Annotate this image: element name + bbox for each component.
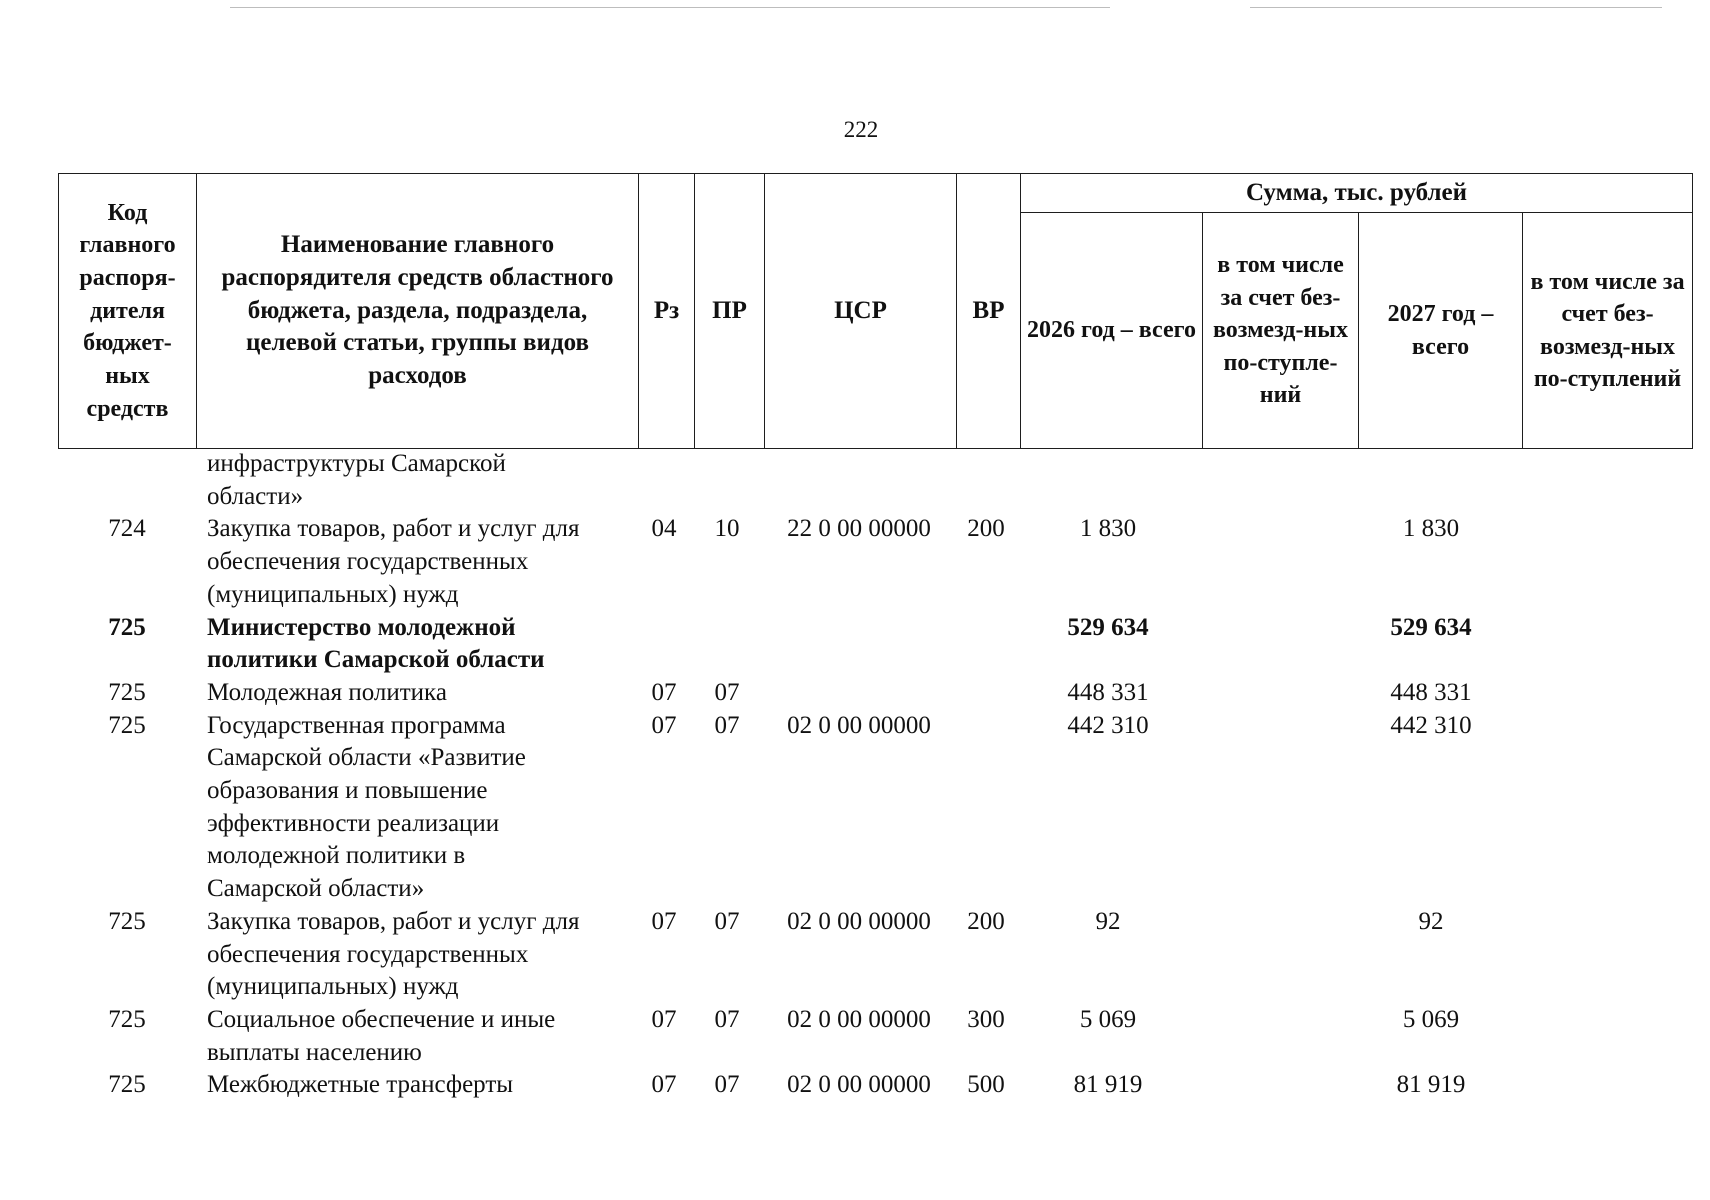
row-code: 725 [108, 1005, 146, 1033]
row-csr: 02 0 00 00000 [787, 1005, 931, 1033]
row-code: 725 [108, 907, 146, 935]
row-rz: 07 [651, 1005, 677, 1033]
row-name: Закупка товаров, работ и услуг для обеспечения государственных (муниципальных) нужд [207, 907, 580, 1001]
header-sum-title: Сумма, тыс. рублей [1021, 174, 1693, 213]
row-rz: 07 [651, 1071, 677, 1099]
header-rz: Рз [639, 174, 695, 449]
row-rz: 07 [651, 678, 677, 706]
row-sum-2027: 529 634 [1390, 613, 1472, 641]
header-code: Код главного распоря-дителя бюджет-ных средств [59, 174, 197, 449]
row-vr: 500 [967, 1071, 1005, 1099]
row-pr: 10 [714, 515, 740, 543]
budget-table-body [58, 448, 1692, 1102]
row-vr: 300 [967, 1005, 1005, 1033]
header-name: Наименование главного распорядителя средств областного бюджета, раздела, подраздела, целевой статьи, группы видов расходов [197, 174, 639, 449]
header-pr: ПР [695, 174, 765, 449]
table-row [58, 906, 1692, 1004]
row-name: инфраструктуры Самарской области» [207, 450, 506, 510]
row-sum-2026: 448 331 [1067, 678, 1149, 706]
table-row [58, 513, 1692, 611]
row-vr: 200 [967, 515, 1005, 543]
row-csr: 02 0 00 00000 [787, 907, 931, 935]
row-sum-2027: 92 [1418, 907, 1444, 935]
page-number: 222 [843, 117, 879, 142]
row-sum-2027: 442 310 [1390, 711, 1472, 739]
row-rz: 07 [651, 907, 677, 935]
row-sum-2026: 92 [1095, 907, 1121, 935]
row-sum-2027: 81 919 [1396, 1071, 1466, 1099]
row-pr: 07 [714, 711, 740, 739]
header-2026-total: 2026 год – всего [1021, 213, 1203, 449]
row-pr: 07 [714, 907, 740, 935]
scan-edge-line-left [230, 7, 1110, 8]
row-sum-2027: 1 830 [1402, 515, 1460, 543]
row-csr: 02 0 00 00000 [787, 711, 931, 739]
header-2027-total: 2027 год – всего [1359, 213, 1523, 449]
row-sum-2026: 442 310 [1067, 711, 1149, 739]
row-name: Закупка товаров, работ и услуг для обеспечения государственных (муниципальных) нужд [207, 515, 580, 608]
row-sum-2027: 448 331 [1390, 678, 1472, 706]
row-pr: 07 [714, 678, 740, 706]
row-csr: 22 0 00 00000 [787, 515, 931, 543]
row-code: 725 [108, 678, 146, 706]
header-csr: ЦСР [765, 174, 957, 449]
row-name: Межбюджетные трансферты [207, 1071, 514, 1099]
row-rz: 07 [651, 711, 677, 739]
row-pr: 07 [714, 1071, 740, 1099]
scan-edge-line-right [1250, 7, 1662, 8]
row-code: 725 [108, 613, 146, 641]
row-sum-2027: 5 069 [1402, 1005, 1460, 1033]
table-row [58, 1004, 1692, 1069]
row-csr: 02 0 00 00000 [787, 1071, 931, 1099]
row-pr: 07 [714, 1005, 740, 1033]
table-row [58, 1069, 1692, 1102]
header-vr: ВР [957, 174, 1021, 449]
budget-table-header [58, 173, 1693, 449]
row-code: 724 [108, 515, 146, 543]
row-sum-2026: 529 634 [1067, 613, 1149, 641]
header-2026-free: в том числе за счет без-возмезд-ных по-ступле-ний [1203, 213, 1359, 449]
table-row [58, 677, 1692, 710]
row-name: Социальное обеспечение и иные выплаты населению [207, 1005, 556, 1066]
row-sum-2026: 5 069 [1079, 1005, 1137, 1033]
table-row [58, 710, 1692, 906]
row-sum-2026: 1 830 [1079, 515, 1137, 543]
row-vr: 200 [967, 907, 1005, 935]
header-2027-free: в том числе за счет без-возмезд-ных по-ступлений [1523, 213, 1693, 449]
row-code: 725 [108, 711, 146, 739]
row-rz: 04 [651, 515, 677, 543]
row-sum-2026: 81 919 [1073, 1071, 1143, 1099]
row-code: 725 [108, 1071, 146, 1099]
table-row [58, 448, 1692, 513]
row-name: Государственная программа Самарской области «Развитие образования и повышение эффективности реализации молодежной политики в Самарской области» [207, 711, 526, 903]
row-name: Министерство молодежной политики Самарской области [207, 613, 545, 674]
row-name: Молодежная политика [207, 678, 447, 706]
table-row [58, 612, 1692, 677]
